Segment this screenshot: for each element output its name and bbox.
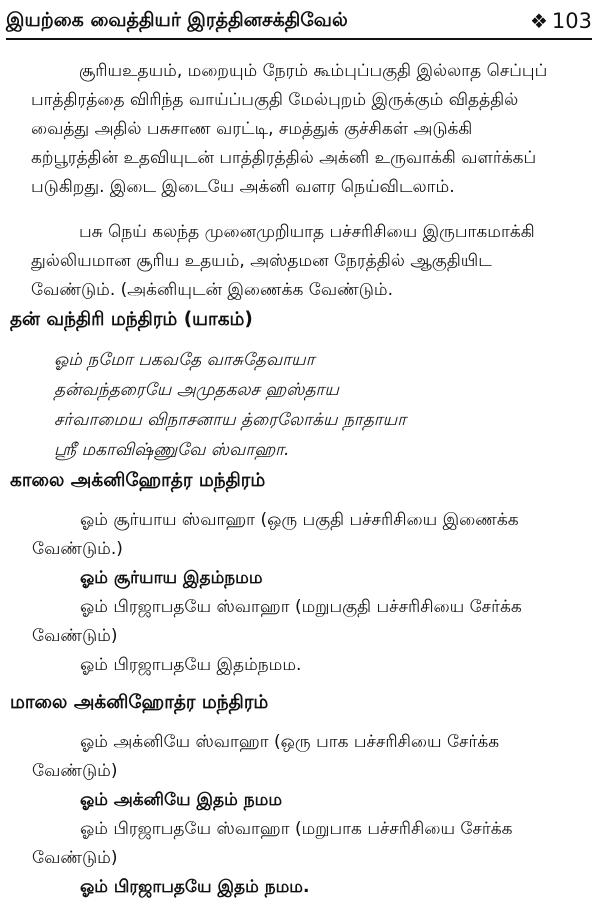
mantra-line: ஓம் அக்னியே ஸ்வாஹா (ஒரு பாக பச்சரிசியை சேர்க்க	[80, 732, 500, 752]
mantra-line: வேண்டும்.)	[32, 539, 123, 559]
paragraph-line: படுகிறது. இடை இடையே அக்னி வளர நெய்விடலாம்.	[31, 177, 455, 197]
running-header	[6, 4, 592, 40]
mantra-line: ஓம் சூர்யாய ஸ்வாஹா (ஒரு பகுதி பச்சரிசியை இணைக்க	[80, 510, 519, 530]
paragraph-line: சூரியஉதயம், மறையும் நேரம் கூம்புப்பகுதி இல்லாத செப்புப்	[79, 61, 548, 81]
mantra-line: சர்வாமைய விநாசனாய த்ரைலோக்ய நாதாயா	[54, 410, 407, 430]
mantra-line: ஓம் பிரஜாபதயே ஸ்வாஹா (மறுபாக பச்சரிசியை சேர்க்க	[80, 819, 513, 839]
section-morning-agnihotra	[0, 466, 600, 680]
book-title: இயற்கை வைத்தியர் இரத்தினசக்திவேல்	[6, 8, 348, 31]
section-evening-agnihotra	[0, 688, 600, 902]
section-dhanvantari	[0, 305, 600, 465]
mantra-line: வேண்டும்)	[32, 848, 118, 868]
mantra-line: ஓம் நமோ பகவதே வாசுதேவாயா	[54, 350, 315, 370]
page-number-group	[530, 9, 592, 33]
paragraph-line: கற்பூரத்தின் உதவியுடன் பாத்திரத்தில் அக்னி உருவாக்கி வளர்க்கப்	[31, 148, 537, 168]
mantra-line: ஓம் அக்னியே இதம் நமம	[80, 790, 282, 810]
mantra-line: ஓம் சூர்யாய இதம்நமம	[80, 568, 263, 588]
paragraph-line: பசு நெய் கலந்த முனைமுறியாத பச்சரிசியை இருபாகமாக்கி	[79, 222, 535, 242]
paragraph-line: வைத்து அதில் பசுசாண வரட்டி, சமத்துக் குச்சிகள் அடுக்கி	[31, 119, 473, 139]
mantra-line: தன்வந்தரையே அமுதகலச ஹஸ்தாய	[54, 380, 339, 400]
paragraph-line: வேண்டும். (அக்னியுடன் இணைக்க வேண்டும்.	[31, 280, 393, 300]
ornament-diamond-icon: ❖	[529, 9, 548, 33]
paragraph-line: பாத்திரத்தை விரிந்த வாய்ப்பகுதி மேல்புறம் இருக்கும் விதத்தில்	[31, 90, 519, 110]
paragraph-2	[0, 218, 600, 305]
page-number: 103	[551, 9, 592, 33]
mantra-line: ஓம் பிரஜாபதயே ஸ்வாஹா (மறுபகுதி பச்சரிசியை சேர்க்க	[80, 597, 522, 617]
mantra-line: வேண்டும்)	[32, 626, 118, 646]
mantra-line: வேண்டும்)	[32, 761, 118, 781]
paragraph-1	[0, 57, 600, 202]
paragraph-line: துல்லியமான சூரிய உதயம், அஸ்தமன நேரத்தில் ஆகுதியிட	[31, 251, 492, 271]
section-heading: தன் வந்திரி மந்திரம் (யாகம்)	[10, 309, 253, 330]
mantra-line: ஓம் பிரஜாபதயே இதம் நமம.	[80, 877, 310, 897]
section-heading: மாலை அக்னிஹோத்ர மந்திரம்	[10, 692, 269, 713]
mantra-line: ஓம் பிரஜாபதயே இதம்நமம.	[80, 655, 302, 675]
mantra-line: ஸ்ரீ மகாவிஷ்ணுவே ஸ்வாஹா.	[54, 440, 290, 460]
section-heading: காலை அக்னிஹோத்ர மந்திரம்	[10, 470, 266, 491]
